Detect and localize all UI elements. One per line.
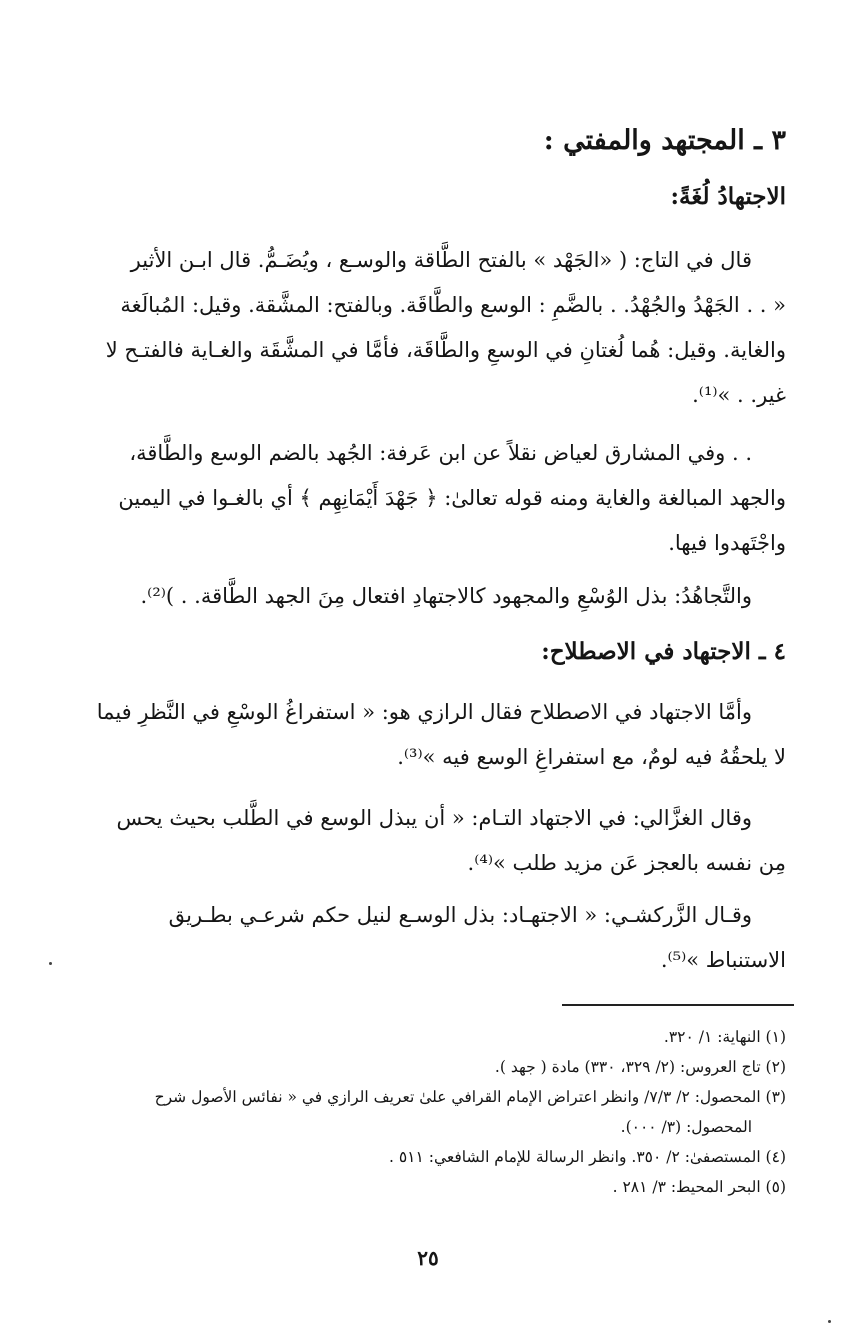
paragraph-line: « . . الجَهْدُ والجُهْدُ. . بالضَّمِ : الوسع والطَّاقَة. وبالفتح: المشَّقة. وقيل: المُبالَغة (120, 293, 786, 317)
paragraph-line: . . وفي المشارق لعياض نقلاً عن ابن عَرفة: الجُهد بالضم الوسع والطَّاقة، (129, 441, 752, 465)
paragraph-line: مِن نفسه بالعجز عَن مزيد طلب »⁽⁴⁾. (467, 851, 786, 875)
paragraph-line: الاستنباط »⁽⁵⁾. (660, 948, 786, 972)
page-number: ٢٥ (417, 1246, 439, 1270)
paragraph-razi (70, 690, 786, 780)
paragraph-line: وأمَّا الاجتهاد في الاصطلاح فقال الرازي هو: « استفراغُ الوسْعِ في النَّظرِ فيما (96, 700, 752, 724)
paragraph-line: لا يلحقُهُ فيه لومٌ، مع استفراغِ الوسع فيه »⁽³⁾. (397, 745, 786, 769)
paragraph-mashariq (70, 431, 786, 566)
scan-speck (49, 962, 52, 965)
footnote-5: (٥) البحر المحيط: ٣/ ٢٨١ . (612, 1178, 786, 1196)
paragraph-line: والجهد المبالغة والغاية ومنه قوله تعالىٰ: ﴿ جَهْدَ أَيْمَانِهِم ﴾ أي بالغـوا في اليمين (118, 486, 786, 510)
section-4-heading: ٤ ـ الاجتهاد في الاصطلاح: (541, 638, 786, 665)
paragraph-line: واجْتَهدوا فيها. (668, 531, 786, 555)
footnote-2: (٢) تاج العروس: (٢/ ٣٢٩، ٣٣٠) مادة ( جهد ). (494, 1058, 786, 1076)
section-3-subheading: الاجتهادُ لُغَةً: (670, 183, 786, 210)
section-3-heading: ٣ ـ المجتهد والمفتي : (543, 125, 786, 156)
paragraph-line: قال في التاج: ( «الجَهْد » بالفتح الطَّاقة والوسـع ، ويُضَـمُّ. قال ابـن الأثير (130, 248, 752, 272)
paragraph-line: غير. . »⁽¹⁾. (692, 383, 786, 407)
paragraph-zarkashi (70, 893, 786, 983)
paragraph-line: وقـال الزَّركشـي: « الاجتهـاد: بذل الوسـع لنيل حكم شرعـي بطـريق (168, 903, 752, 927)
footnote-4: (٤) المستصفىٰ: ٢/ ٣٥٠. وانظر الرسالة للإمام الشافعي: ٥١١ . (389, 1148, 786, 1166)
footnote-1: (١) النهاية: ١/ ٣٢٠. (663, 1028, 786, 1046)
footnote-divider (562, 1004, 794, 1006)
paragraph-ghazali (70, 796, 786, 886)
scan-speck (828, 1320, 831, 1323)
paragraph-line: وقال الغزَّالي: في الاجتهاد التـام: « أن يبذل الوسع في الطَّلب بحيث يحس (116, 806, 752, 830)
footnote-3-continuation: المحصول: (٣/ ٠٠٠). (620, 1118, 752, 1136)
paragraph-tajahud (70, 574, 786, 619)
paragraph-line: والغاية. وقيل: هُما لُغتانِ في الوسعِ والطَّاقَة، فأمَّا في المشَّقَة والغـاية فالفتـح لا (105, 338, 786, 362)
paragraph-line: والتَّجاهُدُ: بذل الوُسْعِ والمجهود كالاجتهادِ افتعال مِنَ الجهد الطَّاقة. . )⁽²⁾. (140, 584, 752, 608)
paragraph-taj (70, 238, 786, 418)
footnote-3: (٣) المحصول: ٢/ ٧/٣/ وانظر اعتراض الإمام القرافي علىٰ تعريف الرازي في « نفائس الأصول شرح (154, 1088, 786, 1106)
footnotes (70, 1022, 786, 1202)
